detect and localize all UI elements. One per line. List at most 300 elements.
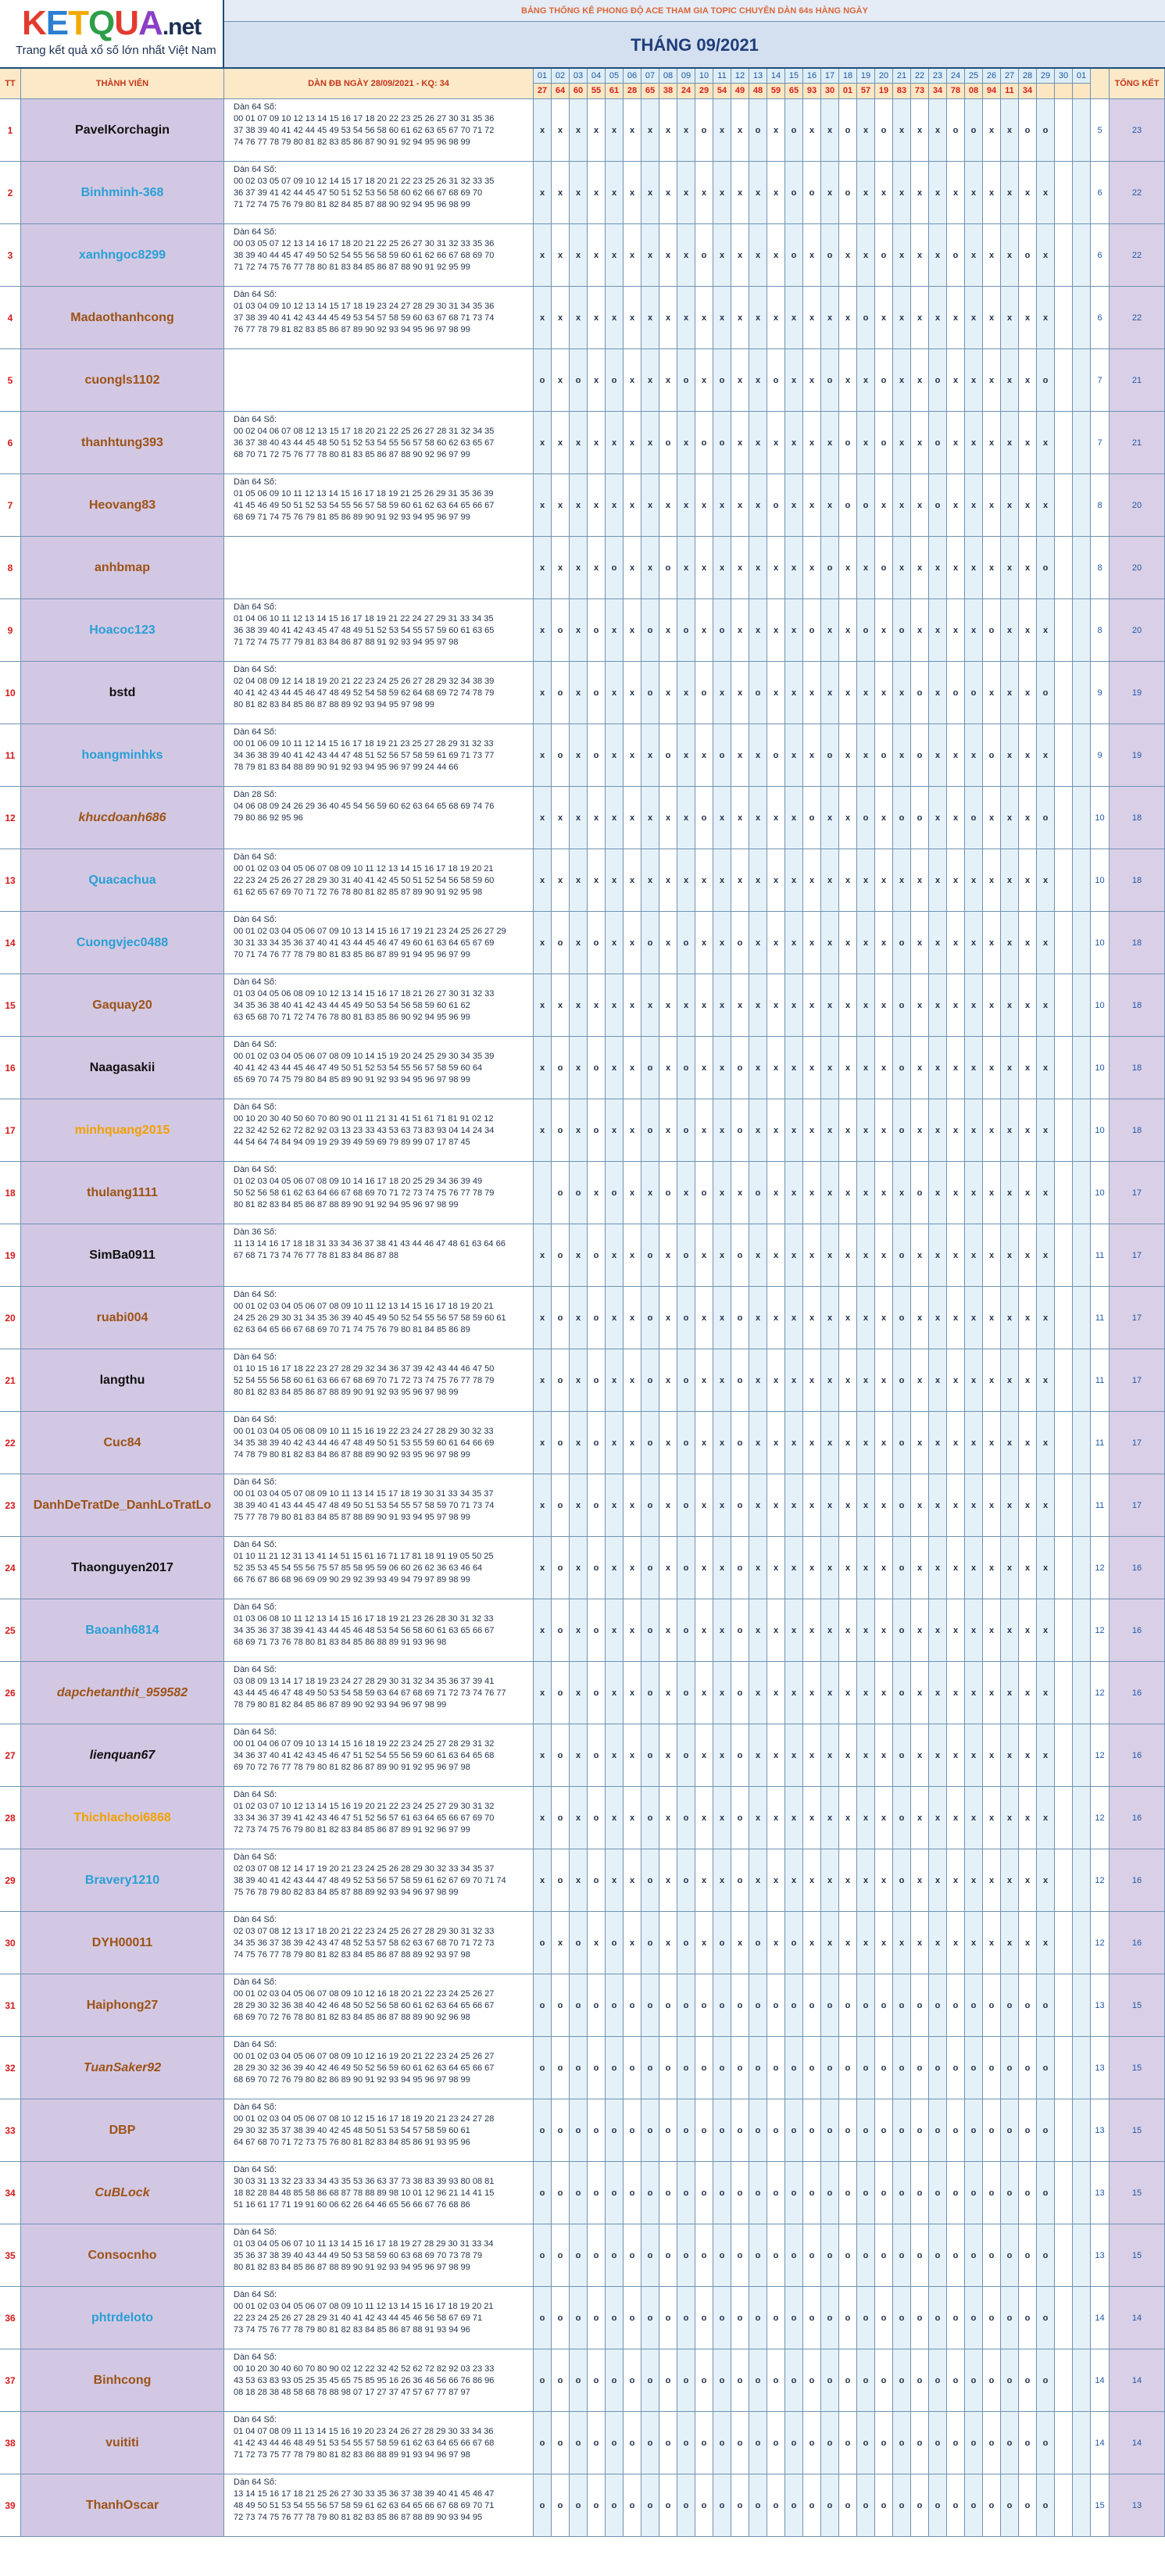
day-mark: o [821, 2037, 839, 2099]
day-mark: x [570, 162, 588, 224]
day-mark: o [624, 2224, 641, 2287]
member-name[interactable]: Thaonguyen2017 [21, 1537, 224, 1599]
member-name[interactable]: anhbmap [21, 537, 224, 599]
dan-line: 00 01 06 09 10 11 12 14 15 16 17 18 19 21 23 25 27 28 29 31 32 33 [234, 739, 494, 749]
day-mark: x [731, 349, 749, 412]
day-mark: x [911, 1287, 929, 1349]
day-mark: x [785, 1849, 803, 1912]
row-total: 17 [1110, 1224, 1165, 1287]
day-mark: x [803, 974, 821, 1037]
member-name[interactable]: DanhDeTratDe_DanhLoTratLo [21, 1474, 224, 1537]
day-mark: o [534, 1912, 552, 1974]
day-mark [1055, 2412, 1073, 2474]
day-mark: o [570, 2099, 588, 2162]
day-mark: o [588, 1724, 606, 1787]
day-mark: x [1037, 912, 1055, 974]
day-mark: x [570, 412, 588, 474]
day-mark: o [641, 1412, 659, 1474]
day-mark: o [875, 2474, 893, 2537]
day-mark: x [1019, 912, 1037, 974]
day-mark: o [875, 2287, 893, 2349]
day-mark: o [857, 2099, 875, 2162]
dan-line: 00 01 03 04 05 07 08 09 10 11 13 14 15 17 18 19 30 31 33 34 35 37 [234, 1489, 494, 1499]
row-tt: 22 [0, 1412, 21, 1474]
day-mark: x [929, 1474, 947, 1537]
day-mark: o [1037, 2037, 1055, 2099]
day-mark: x [624, 1287, 641, 1349]
row-sum: 6 [1091, 224, 1110, 287]
day-mark: x [947, 1474, 965, 1537]
day-mark: x [929, 662, 947, 724]
day-mark: x [785, 662, 803, 724]
day-mark: o [929, 2474, 947, 2537]
day-mark: o [893, 2037, 911, 2099]
row-tt: 30 [0, 1912, 21, 1974]
member-name[interactable]: thanhtung393 [21, 412, 224, 474]
day-mark: o [893, 1662, 911, 1724]
day-mark: x [659, 849, 677, 912]
result-header: 49 [731, 84, 749, 99]
day-mark: o [677, 1912, 695, 1974]
day-mark [1055, 1849, 1073, 1912]
day-mark: x [965, 1787, 983, 1849]
day-mark: x [659, 1537, 677, 1599]
row-sum: 15 [1091, 2474, 1110, 2537]
day-header: 30 [1055, 69, 1073, 84]
member-name[interactable]: Consocnho [21, 2224, 224, 2287]
day-mark: x [1001, 474, 1019, 537]
day-mark: o [983, 2037, 1001, 2099]
day-mark: x [839, 224, 857, 287]
dan-numbers [224, 662, 534, 724]
day-mark: x [947, 412, 965, 474]
day-mark: o [570, 2224, 588, 2287]
day-mark: o [677, 2349, 695, 2412]
day-mark: o [677, 1662, 695, 1724]
day-mark: x [929, 287, 947, 349]
day-mark: x [1019, 1412, 1037, 1474]
day-mark: x [947, 1099, 965, 1162]
day-mark: x [839, 599, 857, 662]
day-mark [1073, 2037, 1091, 2099]
member-name[interactable]: Baoanh6814 [21, 1599, 224, 1662]
day-mark: x [749, 1287, 767, 1349]
day-mark: o [803, 2037, 821, 2099]
day-mark: o [875, 412, 893, 474]
day-mark [1055, 474, 1073, 537]
dan-line: 80 81 82 83 84 85 86 87 88 89 90 91 92 93 95 96 97 98 99 [234, 1388, 459, 1397]
day-mark: x [624, 787, 641, 849]
dan-title: Dàn 64 Số: [234, 2353, 277, 2362]
day-mark: x [839, 1599, 857, 1662]
day-mark [1055, 849, 1073, 912]
member-name[interactable]: vuititi [21, 2412, 224, 2474]
day-mark: x [929, 1787, 947, 1849]
day-mark: o [749, 2162, 767, 2224]
day-mark: x [929, 724, 947, 787]
day-mark: o [947, 2349, 965, 2412]
day-mark: x [929, 599, 947, 662]
member-name[interactable]: Madaothanhcong [21, 287, 224, 349]
day-mark: x [659, 1037, 677, 1099]
day-mark [1055, 1974, 1073, 2037]
day-mark: x [624, 662, 641, 724]
day-mark: x [983, 849, 1001, 912]
day-mark: x [695, 1287, 713, 1349]
dan-numbers [224, 99, 534, 162]
day-mark: o [641, 599, 659, 662]
day-mark: x [821, 99, 839, 162]
member-name[interactable]: Haiphong27 [21, 1974, 224, 2037]
day-mark: x [785, 1037, 803, 1099]
day-mark: x [624, 537, 641, 599]
day-mark: x [1019, 474, 1037, 537]
day-mark: o [767, 724, 785, 787]
day-mark: x [570, 99, 588, 162]
day-mark: x [606, 1412, 624, 1474]
row-sum: 7 [1091, 349, 1110, 412]
day-mark: o [839, 2224, 857, 2287]
dan-numbers [224, 2412, 534, 2474]
day-mark: o [641, 1474, 659, 1537]
member-name[interactable]: dapchetanthit_959582 [21, 1662, 224, 1724]
day-mark: x [1001, 1537, 1019, 1599]
day-mark: x [911, 349, 929, 412]
member-name[interactable]: Gaquay20 [21, 974, 224, 1037]
day-mark: o [893, 1037, 911, 1099]
day-mark: x [588, 162, 606, 224]
row-total: 20 [1110, 537, 1165, 599]
member-name[interactable]: ruabi004 [21, 1287, 224, 1349]
day-mark [1055, 2287, 1073, 2349]
dan-line: 63 65 68 70 71 72 74 76 78 80 81 83 85 86 90 92 94 95 96 99 [234, 1013, 470, 1022]
day-mark: o [552, 1162, 570, 1224]
day-mark [1073, 1412, 1091, 1474]
day-mark: o [677, 349, 695, 412]
day-mark: x [749, 849, 767, 912]
day-mark: x [588, 787, 606, 849]
member-name[interactable]: ThanhOscar [21, 2474, 224, 2537]
row-sum: 12 [1091, 1849, 1110, 1912]
result-header: 28 [624, 84, 641, 99]
day-mark: x [965, 1912, 983, 1974]
day-mark: o [803, 787, 821, 849]
day-mark: o [534, 2162, 552, 2224]
day-mark: o [875, 99, 893, 162]
row-tt: 33 [0, 2099, 21, 2162]
day-mark: x [659, 1724, 677, 1787]
day-mark: x [767, 1349, 785, 1412]
day-mark: o [641, 1537, 659, 1599]
day-mark: x [857, 1912, 875, 1974]
day-mark: o [641, 1724, 659, 1787]
day-mark: o [731, 1287, 749, 1349]
dan-line: 01 03 04 05 06 07 10 11 13 14 15 16 17 18 19 27 28 29 30 31 33 34 [234, 2239, 494, 2249]
day-mark: o [983, 2224, 1001, 2287]
day-mark: o [534, 1974, 552, 2037]
day-mark: o [588, 1849, 606, 1912]
dan-line: 00 10 20 30 40 50 60 70 80 90 01 11 21 31 41 51 61 71 81 91 02 12 [234, 1114, 494, 1124]
day-mark: o [659, 724, 677, 787]
day-mark: o [641, 1287, 659, 1349]
dan-line: 01 03 04 05 06 08 09 10 12 13 14 15 16 17 18 21 26 27 30 31 32 33 [234, 989, 495, 999]
member-name[interactable]: xanhngoc8299 [21, 224, 224, 287]
day-mark: x [1001, 1412, 1019, 1474]
day-header: 01 [534, 69, 552, 84]
day-mark: x [983, 224, 1001, 287]
day-mark: x [624, 912, 641, 974]
day-mark: o [947, 224, 965, 287]
member-name[interactable]: DBP [21, 2099, 224, 2162]
dan-title: Dàn 64 Số: [234, 477, 277, 487]
dan-title: Dàn 64 Số: [234, 1290, 277, 1299]
day-mark: x [875, 599, 893, 662]
day-mark: x [875, 787, 893, 849]
day-mark: o [677, 1974, 695, 2037]
day-mark: x [839, 1849, 857, 1912]
day-mark: o [821, 2099, 839, 2162]
dan-line: 36 38 39 40 41 42 43 45 47 48 49 51 52 53 54 55 57 59 60 61 63 65 [234, 626, 495, 635]
day-mark: x [965, 1224, 983, 1287]
day-mark: o [947, 2412, 965, 2474]
day-mark: o [588, 1287, 606, 1349]
day-mark: x [911, 1224, 929, 1287]
day-mark: o [749, 2287, 767, 2349]
day-mark: x [659, 662, 677, 724]
row-total: 17 [1110, 1287, 1165, 1349]
day-mark: o [624, 2037, 641, 2099]
member-name[interactable]: Quacachua [21, 849, 224, 912]
member-name[interactable]: minhquang2015 [21, 1099, 224, 1162]
day-mark [1073, 1599, 1091, 1662]
day-mark: x [534, 662, 552, 724]
day-mark: x [821, 1537, 839, 1599]
day-mark: o [749, 2349, 767, 2412]
day-mark: x [839, 1912, 857, 1974]
row-tt: 18 [0, 1162, 21, 1224]
result-header: 38 [659, 84, 677, 99]
day-mark: o [929, 349, 947, 412]
day-mark: x [803, 662, 821, 724]
day-mark: x [1037, 1724, 1055, 1787]
day-mark: x [893, 162, 911, 224]
member-name[interactable]: PavelKorchagin [21, 99, 224, 162]
member-name[interactable]: langthu [21, 1349, 224, 1412]
day-mark: o [606, 2162, 624, 2224]
day-mark: x [749, 162, 767, 224]
day-mark: o [588, 912, 606, 974]
day-mark: x [624, 162, 641, 224]
dan-line: 22 32 42 52 62 72 82 92 03 13 23 33 43 53 63 73 83 93 04 14 24 34 [234, 1126, 495, 1135]
day-mark: x [983, 1849, 1001, 1912]
day-mark: x [1037, 599, 1055, 662]
member-name[interactable]: TuanSaker92 [21, 2037, 224, 2099]
day-mark: o [911, 1974, 929, 2037]
member-name[interactable]: lienquan67 [21, 1724, 224, 1787]
day-mark: x [570, 1412, 588, 1474]
member-name[interactable]: Cuongvjec0488 [21, 912, 224, 974]
day-mark: x [821, 1349, 839, 1412]
day-mark: x [911, 1537, 929, 1599]
day-mark: x [606, 99, 624, 162]
day-mark: x [839, 1474, 857, 1537]
day-mark: o [821, 2162, 839, 2224]
day-mark: x [749, 1537, 767, 1599]
row-tt: 15 [0, 974, 21, 1037]
day-mark: x [749, 787, 767, 849]
day-mark: x [965, 849, 983, 912]
dan-numbers [224, 412, 534, 474]
member-name[interactable]: hoangminhks [21, 724, 224, 787]
day-mark: x [606, 849, 624, 912]
day-mark: o [731, 2037, 749, 2099]
day-mark: o [731, 1412, 749, 1474]
row-total: 21 [1110, 412, 1165, 474]
day-mark: o [659, 2412, 677, 2474]
day-mark: x [839, 1224, 857, 1287]
member-name[interactable]: Bravery1210 [21, 1849, 224, 1912]
day-mark: o [767, 2224, 785, 2287]
day-mark: o [767, 349, 785, 412]
day-mark: x [785, 1349, 803, 1412]
day-mark: o [695, 2412, 713, 2474]
day-mark: x [821, 1724, 839, 1787]
day-mark: x [803, 1349, 821, 1412]
day-mark: o [893, 1287, 911, 1349]
dan-line: 34 35 38 39 40 42 43 44 46 47 48 49 50 51 53 55 59 60 61 64 66 69 [234, 1438, 495, 1448]
day-mark [1055, 1662, 1073, 1724]
day-mark: o [552, 1787, 570, 1849]
day-mark: o [570, 2037, 588, 2099]
day-mark: x [749, 537, 767, 599]
member-name[interactable]: Thichlachoi6868 [21, 1787, 224, 1849]
day-mark: o [731, 1224, 749, 1287]
day-mark: x [624, 1474, 641, 1537]
day-mark: x [606, 1662, 624, 1724]
day-mark: x [749, 1099, 767, 1162]
day-mark: o [552, 2349, 570, 2412]
day-mark: o [570, 2287, 588, 2349]
day-mark: o [570, 1974, 588, 2037]
dan-line: 75 77 78 79 80 81 83 84 85 87 88 89 90 91 93 94 95 97 98 99 [234, 1513, 470, 1522]
day-mark: x [839, 1349, 857, 1412]
day-mark: o [677, 2037, 695, 2099]
day-mark: o [713, 1974, 731, 2037]
day-mark [1073, 912, 1091, 974]
row-tt: 19 [0, 1224, 21, 1287]
day-mark [1073, 1037, 1091, 1099]
day-mark: o [839, 2099, 857, 2162]
row-total: 16 [1110, 1912, 1165, 1974]
day-mark: o [785, 1974, 803, 2037]
day-mark: x [965, 724, 983, 787]
dan-line: 00 01 02 03 04 05 06 07 08 10 12 15 16 17 18 19 20 21 23 24 27 28 [234, 2114, 495, 2124]
member-name[interactable]: Binhcong [21, 2349, 224, 2412]
dan-line: 64 67 68 70 71 72 73 75 76 80 81 82 83 84 85 86 91 93 95 96 [234, 2138, 470, 2147]
day-mark: o [839, 2287, 857, 2349]
day-mark: o [785, 224, 803, 287]
member-name[interactable]: Binhminh-368 [21, 162, 224, 224]
day-mark: x [875, 1037, 893, 1099]
member-name[interactable]: cuongls1102 [21, 349, 224, 412]
day-mark: x [552, 849, 570, 912]
dan-line: 08 18 28 38 48 58 68 78 88 98 07 17 27 37 47 57 67 77 87 97 [234, 2388, 470, 2397]
member-name[interactable]: SimBa0911 [21, 1224, 224, 1287]
row-tt: 12 [0, 787, 21, 849]
day-mark: o [911, 2412, 929, 2474]
result-header: 83 [893, 84, 911, 99]
member-name[interactable]: CuBLock [21, 2162, 224, 2224]
day-mark: o [947, 662, 965, 724]
member-name[interactable]: bstd [21, 662, 224, 724]
member-name[interactable]: DYH00011 [21, 1912, 224, 1974]
day-mark: x [911, 224, 929, 287]
member-name[interactable]: thulang1111 [21, 1162, 224, 1224]
day-mark: x [929, 1412, 947, 1474]
day-mark: x [749, 974, 767, 1037]
dan-line: 72 73 74 75 76 79 80 81 82 83 84 85 86 87 89 91 92 96 97 99 [234, 1825, 470, 1835]
day-mark: x [1001, 1037, 1019, 1099]
row-tt: 2 [0, 162, 21, 224]
day-mark: x [857, 1662, 875, 1724]
dan-line: 00 01 02 03 04 05 06 07 08 09 10 12 16 19 20 21 22 23 24 25 26 27 [234, 2052, 495, 2061]
ketqua-logo[interactable] [0, 0, 224, 69]
row-total: 16 [1110, 1787, 1165, 1849]
result-header: 65 [641, 84, 659, 99]
day-mark: o [785, 2162, 803, 2224]
day-mark: x [875, 1662, 893, 1724]
day-mark: x [929, 1224, 947, 1287]
day-mark: x [803, 1037, 821, 1099]
dan-line: 72 73 74 75 76 77 78 79 80 81 82 83 85 86 87 88 89 90 93 94 95 [234, 2513, 483, 2522]
row-sum: 10 [1091, 849, 1110, 912]
col-header-dan: DÀN ĐB NGÀY 28/09/2021 - KQ: 34 [224, 69, 534, 99]
day-mark: x [570, 724, 588, 787]
member-name[interactable]: Heovang83 [21, 474, 224, 537]
day-mark: x [606, 599, 624, 662]
result-header: 30 [821, 84, 839, 99]
day-mark: x [1001, 99, 1019, 162]
day-mark: x [1037, 224, 1055, 287]
day-mark: o [552, 1037, 570, 1099]
dan-line: 01 04 06 10 11 12 13 14 15 16 17 18 19 21 22 24 27 29 31 33 34 35 [234, 614, 494, 623]
day-mark: x [1001, 787, 1019, 849]
day-mark: o [641, 2037, 659, 2099]
day-mark [1055, 1162, 1073, 1224]
day-mark: x [570, 1099, 588, 1162]
day-mark: x [857, 974, 875, 1037]
day-mark: o [785, 2099, 803, 2162]
member-name[interactable]: khucdoanh686 [21, 787, 224, 849]
member-name[interactable]: phtrdeloto [21, 2287, 224, 2349]
day-mark: o [785, 2349, 803, 2412]
dan-title: Dàn 64 Số: [234, 2290, 277, 2299]
day-mark: x [659, 1099, 677, 1162]
day-mark: x [731, 1912, 749, 1974]
member-name[interactable]: Hoacoc123 [21, 599, 224, 662]
day-mark: x [785, 1537, 803, 1599]
day-mark: x [875, 849, 893, 912]
member-name[interactable]: Naagasakii [21, 1037, 224, 1099]
day-mark: o [893, 2162, 911, 2224]
day-mark: x [875, 974, 893, 1037]
member-name[interactable]: Cuc84 [21, 1412, 224, 1474]
day-mark: x [606, 1349, 624, 1412]
day-mark: o [588, 2224, 606, 2287]
day-mark: o [534, 2349, 552, 2412]
day-mark: x [875, 662, 893, 724]
day-mark: o [749, 2224, 767, 2287]
